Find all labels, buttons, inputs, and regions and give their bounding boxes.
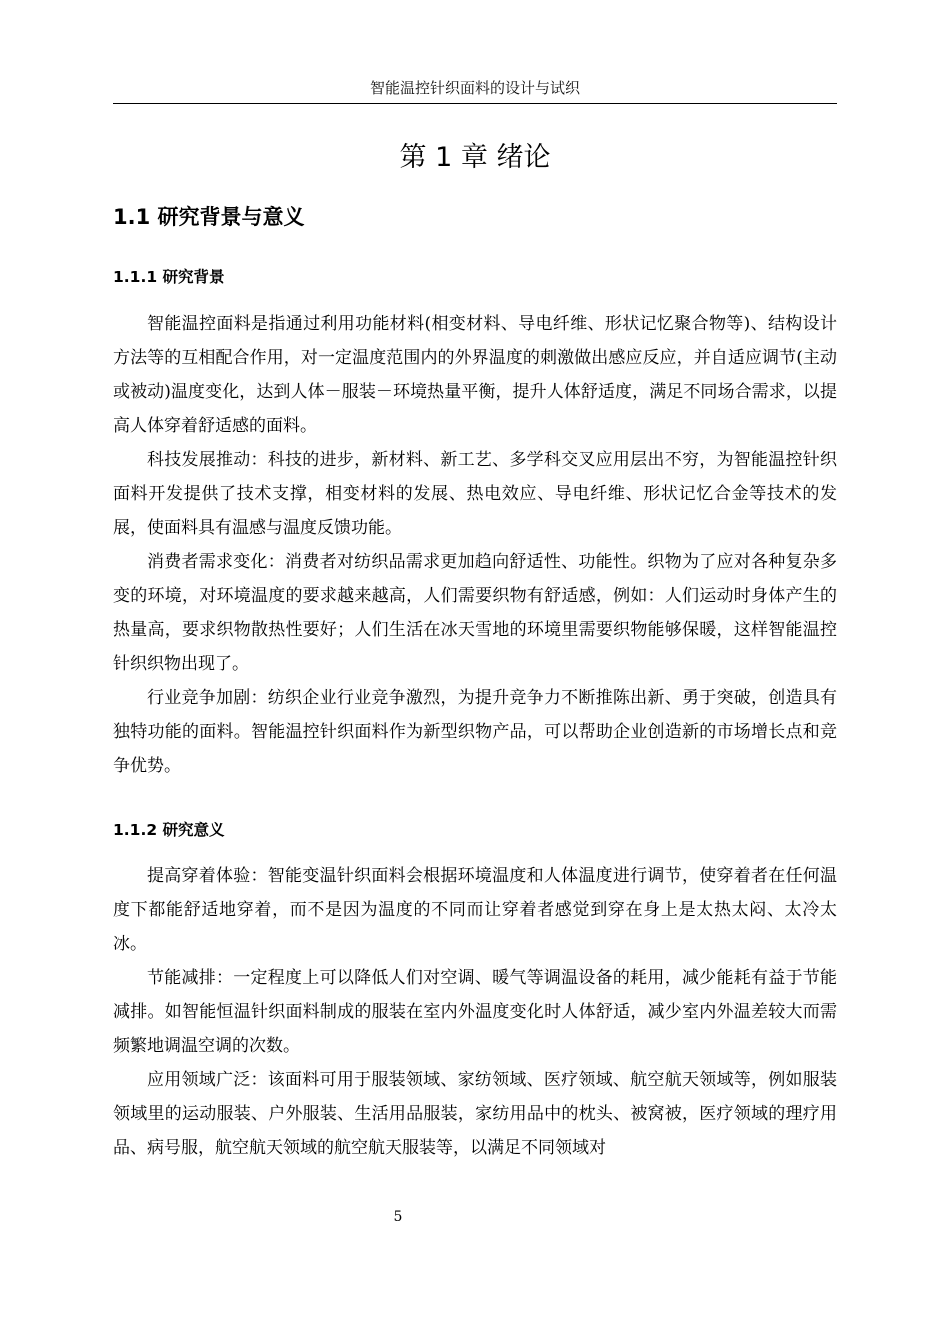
chapter-title: 第 1 章 绪论: [399, 142, 551, 173]
paragraph-definition: 智能温控面料是指通过利用功能材料(相变材料、导电纤维、形状记忆聚合物等)、结构设计方法等的互相配合作用，对一定温度范围内的外界温度的刺激做出感应反应，并自适应调节(主动或被动)温度变化，达到人体－服装－环境热量平衡，提升人体舒适度，满足不同场合需求，以提高人体穿着舒适感的面料。: [113, 314, 837, 436]
paragraph-consumer-demand: 消费者需求变化：消费者对纺织品需求更加趋向舒适性、功能性。织物为了应对各种复杂多变的环境，对环境温度的要求越来越高，人们需要织物有舒适感，例如：人们运动时身体产生的热量高，要求织物散热性要好；人们生活在冰天雪地的环境里需要织物能够保暖，这样智能温控针织织物出现了。: [113, 552, 837, 674]
subsection-title-significance: 1.1.2 研究意义: [113, 821, 225, 839]
significance-paragraphs: [113, 859, 837, 1165]
page-number: 5: [393, 1209, 403, 1225]
subsection-title-background: 1.1.1 研究背景: [113, 268, 225, 286]
section-title: 1.1 研究背景与意义: [113, 205, 305, 229]
paragraph-applications: 应用领域广泛：该面料可用于服装领域、家纺领域、医疗领域、航空航天领域等，例如服装领域里的运动服装、户外服装、生活用品服装，家纺用品中的枕头、被窝被，医疗领域的理疗用品、病号服，航空航天领域的航空航天服装等，以满足不同领域对: [113, 1070, 837, 1158]
paragraph-energy-saving: 节能减排：一定程度上可以降低人们对空调、暖气等调温设备的耗用，减少能耗有益于节能减排。如智能恒温针织面料制成的服装在室内外温度变化时人体舒适，减少室内外温差较大而需频繁地调温空调的次数。: [113, 968, 837, 1056]
header-rule: [113, 103, 837, 104]
running-header: 智能温控针织面料的设计与试织: [369, 79, 580, 97]
paragraph-wearing-experience: 提高穿着体验：智能变温针织面料会根据环境温度和人体温度进行调节，使穿着者在任何温度下都能舒适地穿着，而不是因为温度的不同而让穿着者感觉到穿在身上是太热太闷、太冷太冰。: [113, 866, 837, 954]
paragraph-tech-driven: 科技发展推动：科技的进步，新材料、新工艺、多学科交叉应用层出不穷，为智能温控针织面料开发提供了技术支撑，相变材料的发展、热电效应、导电纤维、形状记忆合金等技术的发展，使面料具有温感与温度反馈功能。: [113, 450, 837, 538]
paragraph-competition: 行业竞争加剧：纺织企业行业竞争激烈，为提升竞争力不断推陈出新、勇于突破，创造具有独特功能的面料。智能温控针织面料作为新型织物产品，可以帮助企业创造新的市场增长点和竞争优势。: [113, 688, 837, 776]
background-paragraphs: [113, 307, 837, 783]
